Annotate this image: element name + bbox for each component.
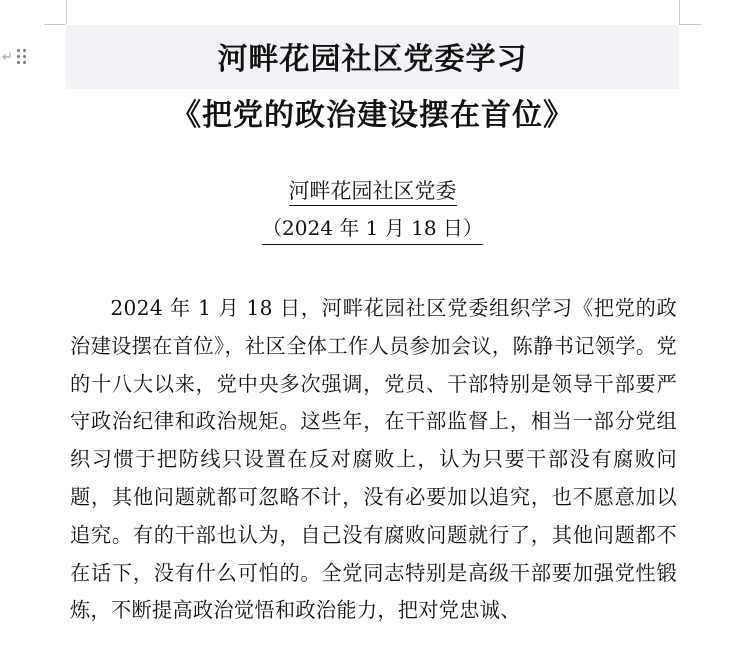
document-date[interactable] — [66, 213, 679, 243]
crop-mark-top-left — [66, 0, 67, 24]
crop-mark-top-left — [44, 24, 66, 25]
paragraph-handle[interactable] — [2, 46, 36, 68]
body-paragraph[interactable]: 2024 年 1 月 18 日，河畔花园社区党委组织学习《把党的政治建设摆在首位》，社区全体工作人员参加会议，陈静书记领学。党的十八大以来，党中央多次强调，党员、干部特别是领导干部要严守政治纪律和政治规矩。这些年，在干部监督上，相当一部分党组织习惯于把防线只设置在反对腐败上，认为只要干部没有腐败问题，其他问题就都可忽略不计，没有必要加以追究，也不愿意加以追究。有的干部也认为，自己没有腐败问题就行了，其他问题都不在话下，没有什么可怕的。全党同志特别是高级干部要加强党性锻炼，不断提高政治觉悟和政治能力，把对党忠诚、 — [70, 296, 677, 623]
document-subtitle[interactable]: 《把党的政治建设摆在首位》 — [171, 98, 574, 133]
crop-mark-top-right — [679, 24, 701, 25]
document-title[interactable]: 河畔花园社区党委学习 — [217, 42, 528, 77]
crop-mark-top-right — [679, 0, 680, 24]
organization-name[interactable] — [66, 176, 679, 206]
paragraph-mark-icon: ↵ — [2, 49, 13, 65]
organization-name-text: 河畔花园社区党委 — [289, 179, 457, 206]
drag-handle-icon[interactable] — [17, 49, 27, 65]
document-date-text: （2024 年 1 月 18 日） — [262, 216, 483, 245]
